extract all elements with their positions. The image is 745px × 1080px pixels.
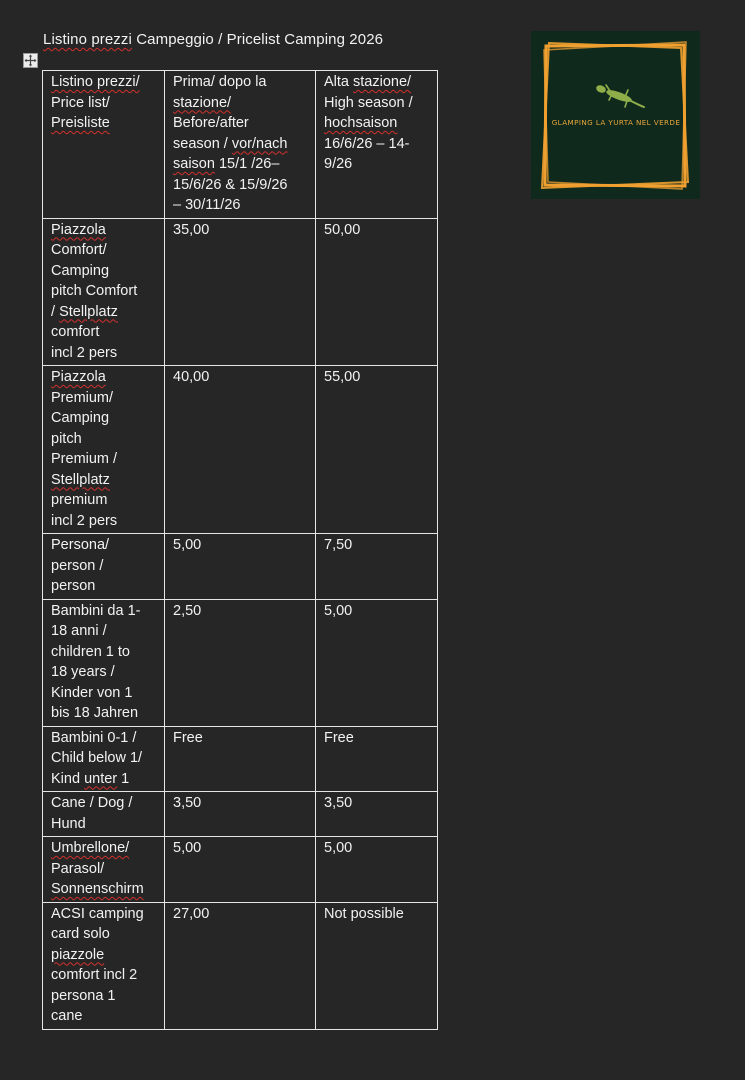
table-row	[43, 902, 438, 1029]
spellcheck-underlined-text: unter	[84, 770, 118, 787]
cell-text-segment: Parasol/	[51, 860, 105, 877]
document-title	[43, 31, 383, 48]
title-prefix: Listino prezzi	[43, 31, 132, 48]
item-label	[51, 535, 162, 597]
high-season-price-cell[interactable]	[316, 837, 438, 903]
high-season-price: 3,50	[324, 795, 353, 811]
low-season-price-cell[interactable]	[165, 837, 316, 903]
spellcheck-underlined-text: stazione/	[353, 74, 412, 90]
low-season-price: 5,00	[173, 840, 202, 856]
header-high-season-text	[324, 72, 435, 175]
high-season-price: 7,50	[324, 537, 353, 553]
cell-text-segment: Alta	[324, 74, 354, 90]
item-cell[interactable]	[43, 599, 165, 726]
header-low-season-text	[173, 72, 313, 216]
spellcheck-underlined-text: piazzole	[51, 946, 105, 963]
cell-text-segment: 15/1 /26– 15/6/26 & 15/9/26 – 30/11/26	[173, 156, 288, 213]
cell-text-segment: Prima/ dopo la	[173, 74, 267, 90]
item-label	[51, 367, 162, 531]
table-move-handle-icon[interactable]	[23, 53, 38, 68]
spellcheck-underlined-text: Sonnenschirm	[51, 881, 144, 897]
spellcheck-underlined-text: Preisliste	[51, 115, 110, 131]
header-cell-price-list[interactable]	[43, 71, 165, 219]
item-cell[interactable]	[43, 792, 165, 837]
low-season-price: 5,00	[173, 537, 202, 553]
item-cell[interactable]	[43, 534, 165, 600]
low-season-price-cell[interactable]	[165, 366, 316, 534]
logo-text: GLAMPING LA YURTA NEL VERDE	[551, 118, 681, 127]
table-row	[43, 792, 438, 837]
spellcheck-underlined-text: Listino prezzi/	[51, 74, 140, 90]
item-cell[interactable]	[43, 218, 165, 366]
item-label	[51, 220, 162, 364]
high-season-price-cell[interactable]	[316, 366, 438, 534]
cell-text-segment: 1	[117, 770, 130, 787]
item-label	[51, 601, 162, 724]
item-cell[interactable]	[43, 726, 165, 792]
logo	[531, 31, 700, 199]
table-row	[43, 534, 438, 600]
spellcheck-underlined-text: saison	[173, 156, 215, 172]
high-season-price: Free	[324, 729, 354, 746]
high-season-price-cell[interactable]	[316, 902, 438, 1029]
cell-text-segment: Comfort/ Camping pitch Comfort /	[51, 242, 138, 320]
low-season-price: 40,00	[173, 369, 210, 385]
item-label	[51, 728, 162, 790]
cell-text-segment: premium incl 2 pers	[51, 492, 118, 529]
cell-text-segment: ACSI camping card solo	[51, 905, 144, 942]
title-rest: Campeggio / Pricelist Camping 2026	[131, 31, 384, 48]
header-cell-high-season[interactable]	[316, 71, 438, 219]
high-season-price-cell[interactable]	[316, 599, 438, 726]
table-row	[43, 599, 438, 726]
cell-text-segment: comfort incl 2 persona 1 cane	[51, 967, 138, 1024]
cell-text-segment: Bambini da 1- 18 anni / children 1 to 18 years / Kinder von 1 bis 18 Jahren	[51, 602, 141, 721]
low-season-price-cell[interactable]	[165, 726, 316, 792]
cell-text-segment: 16/6/26 – 14- 9/26	[324, 135, 410, 172]
high-season-price: 5,00	[324, 840, 353, 856]
high-season-price-cell[interactable]	[316, 726, 438, 792]
item-label	[51, 904, 162, 1027]
low-season-price: Free	[173, 729, 203, 746]
low-season-price-cell[interactable]	[165, 792, 316, 837]
price-table	[42, 70, 438, 1030]
item-label	[51, 838, 162, 900]
cell-text-segment: comfort incl 2 pers	[51, 324, 118, 361]
high-season-price-cell[interactable]	[316, 218, 438, 366]
high-season-price: 50,00	[324, 221, 361, 238]
table-header-row	[43, 71, 438, 219]
low-season-price-cell[interactable]	[165, 902, 316, 1029]
spellcheck-underlined-text: Piazzola	[51, 221, 106, 238]
low-season-price-cell[interactable]	[165, 534, 316, 600]
cell-text-segment: Premium/ Camping pitch Premium /	[51, 389, 118, 467]
item-cell[interactable]	[43, 902, 165, 1029]
item-cell[interactable]	[43, 837, 165, 903]
low-season-price: 35,00	[173, 221, 210, 238]
cell-text-segment: Bambini 0-1 / Child below 1/ Kind	[51, 729, 143, 787]
high-season-price: 55,00	[324, 369, 361, 385]
low-season-price: 3,50	[173, 795, 202, 811]
item-label	[51, 793, 162, 834]
spellcheck-underlined-text: Piazzola	[51, 369, 106, 385]
cell-text-segment: Persona/ person / person	[51, 537, 110, 594]
cell-text-segment: High season /	[324, 94, 413, 111]
spellcheck-underlined-text: Stellplatz	[59, 303, 118, 320]
table-row	[43, 837, 438, 903]
table-row	[43, 726, 438, 792]
low-season-price-cell[interactable]	[165, 218, 316, 366]
high-season-price: Not possible	[324, 905, 404, 922]
low-season-price: 2,50	[173, 602, 202, 619]
high-season-price-cell[interactable]	[316, 534, 438, 600]
cell-text-segment: Price list/	[51, 94, 110, 111]
spellcheck-underlined-text: vor/nach	[231, 135, 288, 152]
cell-text-segment: Before/after season /	[173, 115, 249, 152]
table-row	[43, 366, 438, 534]
cell-text-segment: Cane / Dog / Hund	[51, 795, 133, 832]
spellcheck-underlined-text: stazione/	[173, 94, 232, 111]
high-season-price-cell[interactable]	[316, 792, 438, 837]
spellcheck-underlined-text: hochsaison	[324, 115, 398, 131]
low-season-price-cell[interactable]	[165, 599, 316, 726]
header-price-list-text	[51, 72, 162, 134]
spellcheck-underlined-text: Stellplatz	[51, 471, 110, 488]
high-season-price: 5,00	[324, 602, 353, 619]
low-season-price: 27,00	[173, 905, 210, 922]
table-row	[43, 218, 438, 366]
spellcheck-underlined-text: Umbrellone/	[51, 840, 130, 856]
item-cell[interactable]	[43, 366, 165, 534]
header-cell-low-season[interactable]	[165, 71, 316, 219]
